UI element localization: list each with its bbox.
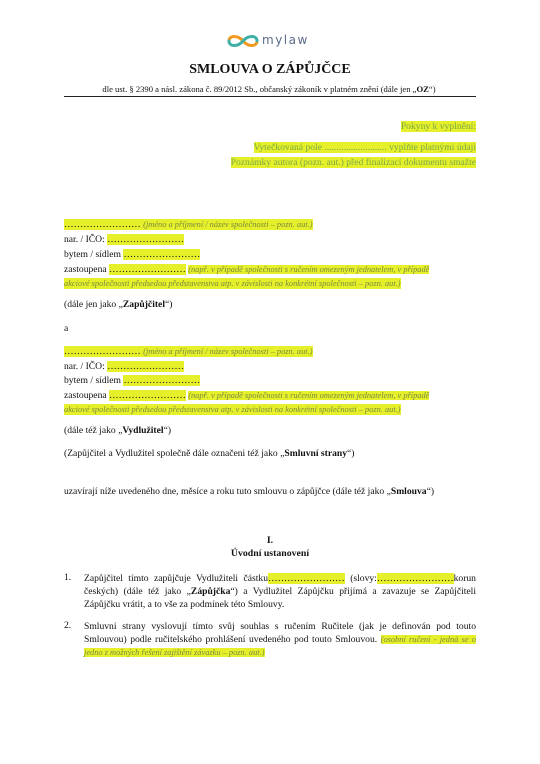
party1-ico-line — [64, 234, 184, 245]
document-subtitle — [64, 84, 474, 94]
item-1-part-1: Zapůjčitel tímto zapůjčuje Vydlužiteli částku — [84, 573, 269, 584]
conclusion-end: “) — [426, 486, 435, 497]
item-1-bold: Zápůjčka — [190, 586, 231, 597]
party2-representation-line — [64, 390, 429, 401]
party2-address-label: bytem / sídlem — [64, 375, 122, 386]
infinity-logo-icon — [226, 32, 260, 48]
party2-rep-label: zastoupena — [64, 390, 107, 401]
party1-ico-label: nar. / IČO: — [64, 234, 105, 245]
party2-address-dots: …………………… — [123, 375, 201, 386]
party2-ico-line — [64, 361, 184, 372]
party1-rep-note-2: akciové společnosti předsedou představenstva atp. v závislosti na konkrétní společnosti – pozn. aut.) — [64, 279, 401, 288]
party2-ico-dots: …………………… — [107, 361, 184, 372]
party2-alias — [64, 425, 171, 436]
party2-name-dots: …………………… — [64, 346, 141, 357]
conclusion-bold: Smlouva — [390, 486, 427, 497]
item-1-words-dots: …………………… — [376, 573, 454, 584]
item-2-part-1: Smluvní strany vyslovují tímto svůj souhlas s ručením Ručitele (jak je definován pod touto Smlouvou) podle ručitelského prohlášení uvedeného pod touto Smlouvou. — [84, 621, 476, 645]
conjunction: a — [64, 323, 69, 334]
party1-alias — [64, 299, 172, 310]
item-1-part-3: korun českých) (dále též jako „ — [84, 573, 476, 597]
item-2-note: (osobní ručení - jedná se o jedno z možných řešení zajištění závazku – pozn. aut.) — [84, 635, 476, 657]
mylaw-logo — [226, 30, 309, 50]
item-1-part-2: (slovy: — [350, 573, 377, 584]
party1-alias-end: “) — [164, 299, 173, 310]
section-title: Úvodní ustanovení — [230, 548, 310, 559]
party1-rep-dots: …………………… — [109, 264, 186, 275]
instructions-line-2: Poznámky autora (pozn. aut.) před finalizací dokumentu smažte — [230, 157, 476, 168]
instructions-heading: Pokyny k vyplnění: — [400, 121, 476, 132]
item-1-part-4: “) a Vydlužitel Zápůjčku přijímá a zavazuje se Zapůjčiteli Zápůjčku vrátit, a to vše za podmínek této Smlouvy. — [84, 586, 477, 610]
joint-end: “) — [347, 448, 355, 459]
item-1-amount-dots: …………………… — [268, 573, 345, 584]
party1-name-dots: …………………… — [64, 219, 141, 230]
document-title: SMLOUVA O ZÁPŮJČCE — [189, 62, 351, 77]
party1-name-line — [64, 219, 313, 230]
party2-name-note: (jméno a příjmení / název společnosti – pozn. aut.) — [143, 347, 313, 356]
item-number-1: 1. — [64, 572, 72, 583]
party2-representation-note — [64, 404, 401, 415]
party1-rep-note: (např. v případě společnosti s ručením omezeným jednatelem, v případě — [188, 265, 430, 274]
party1-name-note: (jméno a příjmení / název společnosti – pozn. aut.) — [143, 220, 313, 229]
title-rule — [64, 96, 476, 97]
party1-address-label: bytem / sídlem — [64, 249, 122, 260]
item-number-2: 2. — [64, 620, 72, 631]
instructions-line-1: Vytečkovaná pole .......................... vyplňte platnými údaji — [253, 142, 476, 153]
brand-name: mylaw — [262, 33, 309, 47]
party2-rep-note: (např. v případě společnosti s ručením omezeným jednatelem, v případě — [188, 391, 430, 400]
party1-alias-text: (dále jen jako „ — [64, 299, 123, 310]
party2-alias-end: “) — [163, 425, 172, 436]
conclusion-text: uzavírají níže uvedeného dne, měsíce a roku tuto smlouvu o zápůjčce (dále též jako „ — [64, 486, 391, 497]
subtitle-end: “) — [428, 84, 436, 94]
conclusion-line — [64, 486, 434, 497]
subtitle-bold: OZ — [416, 84, 429, 94]
party2-rep-dots: …………………… — [109, 390, 186, 401]
party2-name-line — [64, 346, 313, 357]
party1-representation-note — [64, 278, 401, 289]
party2-ico-label: nar. / IČO: — [64, 361, 105, 372]
party2-address-line — [64, 375, 200, 386]
party2-rep-note-2: akciové společnosti předsedou představenstva atp. v závislosti na konkrétní společnosti – pozn. aut.) — [64, 405, 401, 414]
item-2-text — [84, 620, 476, 659]
subtitle-text: dle ust. § 2390 a násl. zákona č. 89/2012 Sb., občanský zákoník v platném znění (dále jen „ — [102, 84, 417, 94]
party1-alias-bold: Zapůjčitel — [122, 299, 165, 310]
party1-address-dots: …………………… — [123, 249, 201, 260]
joint-designation — [64, 448, 354, 459]
joint-text: (Zapůjčitel a Vydlužitel společně dále označeni též jako „ — [64, 448, 285, 459]
item-1-text — [84, 572, 476, 611]
party1-representation-line — [64, 264, 429, 275]
section-number: I. — [266, 535, 274, 546]
party2-alias-text: (dále též jako „ — [64, 425, 123, 436]
party2-alias-bold: Vydlužitel — [122, 425, 164, 436]
joint-bold: Smluvní strany — [284, 448, 348, 459]
party1-rep-label: zastoupena — [64, 264, 107, 275]
party1-address-line — [64, 249, 200, 260]
party1-ico-dots: …………………… — [107, 234, 184, 245]
